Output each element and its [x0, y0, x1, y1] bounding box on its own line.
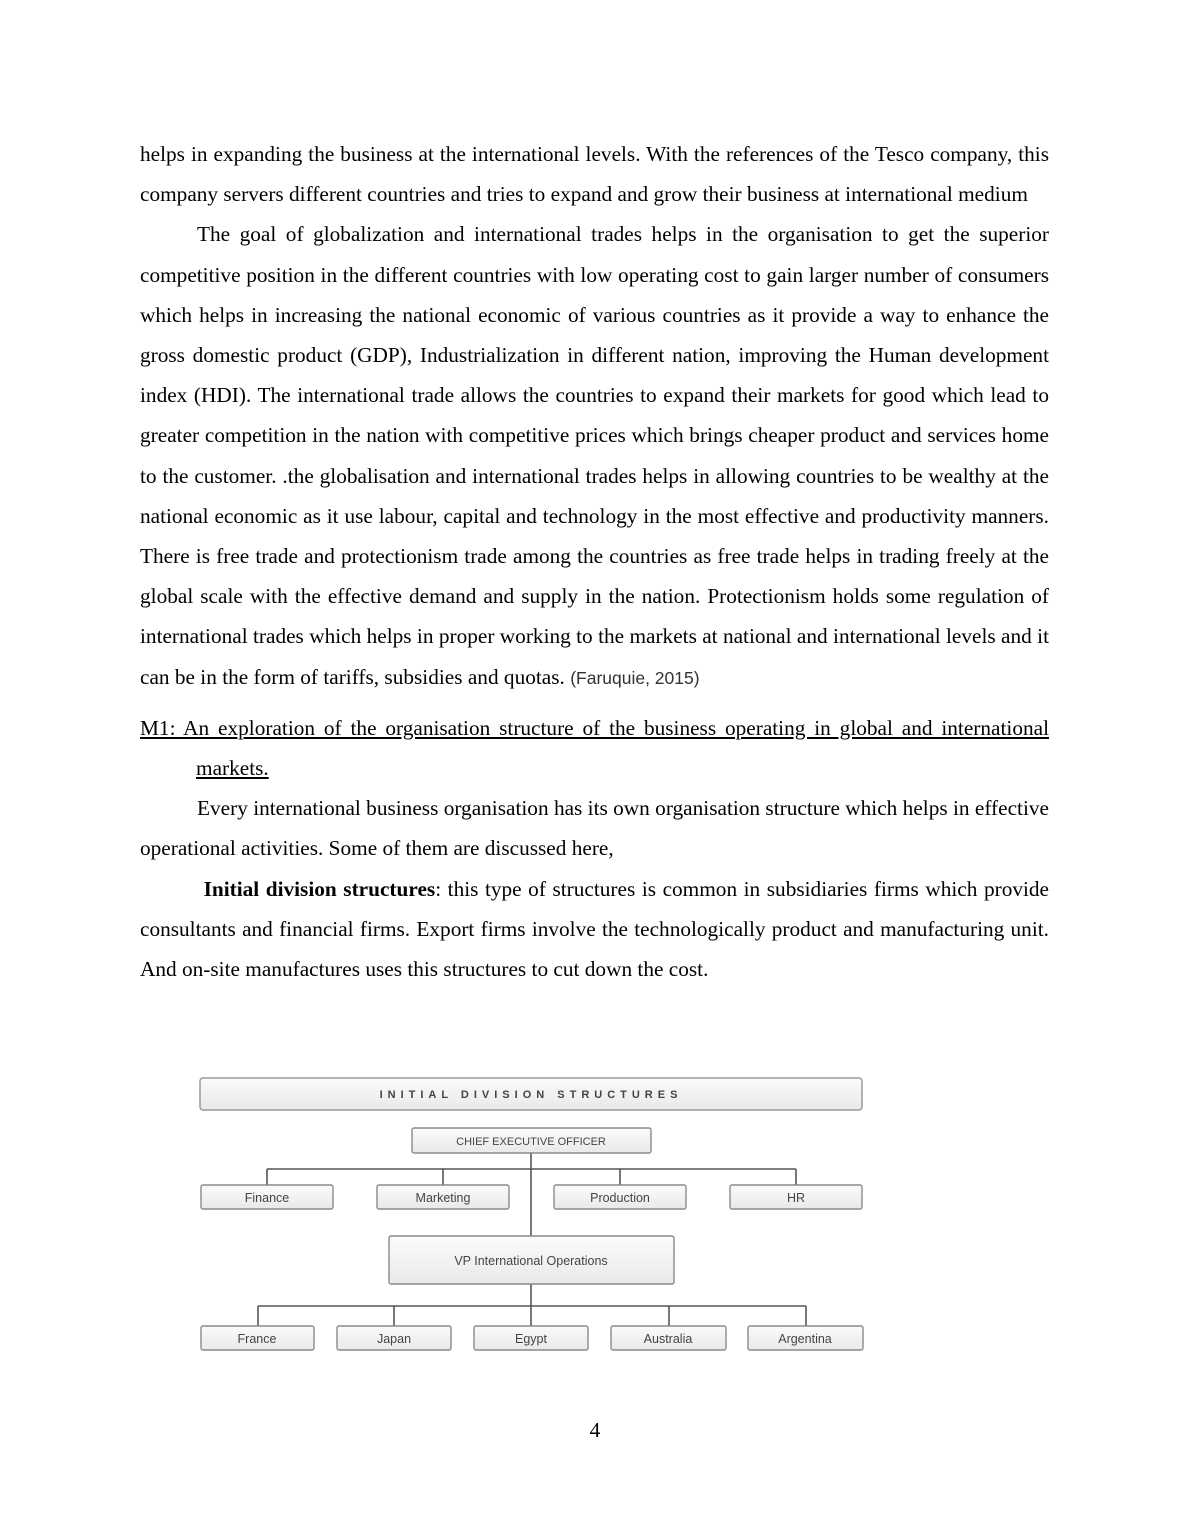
- paragraph-1: helps in expanding the business at the international levels. With the references of the Tesco company, this company servers different countries and tries to expand and grow their business at international medium: [140, 142, 1049, 207]
- term-initial-division: Initial division structures: [203, 876, 436, 901]
- org-chart-svg: [197, 1076, 865, 1354]
- section-heading-m1: M1: An exploration of the organisation structure of the business operating in global and international markets.: [140, 715, 1049, 781]
- country-label-argentina: Argentina: [778, 1332, 832, 1346]
- department-label-production: Production: [590, 1191, 650, 1205]
- paragraph-4: [140, 869, 1049, 990]
- citation: (Faruquie, 2015): [570, 667, 700, 688]
- document-body: [140, 134, 1049, 989]
- org-chart-title: INITIAL DIVISION STRUCTURES: [379, 1089, 683, 1101]
- country-label-egypt: Egypt: [515, 1332, 547, 1346]
- paragraph-3: Every international business organisation has its own organisation structure which helps in effective operational activities. Some of them are discussed here,: [140, 796, 1049, 861]
- country-label-japan: Japan: [376, 1332, 412, 1346]
- paragraph-2: [140, 214, 1049, 697]
- country-label-australia: Australia: [643, 1332, 693, 1346]
- org-chart-figure: [197, 1076, 865, 1354]
- vp-label: VP International Operations: [454, 1254, 608, 1268]
- department-label-marketing: Marketing: [415, 1191, 471, 1205]
- department-label-hr: HR: [786, 1191, 806, 1205]
- page-number: 4: [589, 1418, 601, 1442]
- paragraph-2-text: The goal of globalization and international trades helps in the organisation to get the superior competitive position in the different countries with low operating cost to gain larger number of consumers which helps in increasing the national economic of various countries as it provide a way to enhance the gross domestic product (GDP), Industrialization in different nation, improving the Human development index (HDI). The international trade allows the countries to expand their markets for good which lead to greater competition in the nation with competitive prices which brings cheaper product and services home to the customer. .the globalisation and international trades helps in allowing countries to be wealthy at the national economic as it use labour, capital and technology in the most effective and productivity manners. There is free trade and protectionism trade among the countries as free trade helps in trading freely at the global scale with the effective demand and supply in the nation. Protectionism holds some regulation of international trades which helps in proper working to the markets at national and international levels and it can be in the form of tariffs, subsidies and quotas.: [140, 222, 1049, 689]
- paragraph-4-text: : this type of structures is common in subsidiaries firms which provide consultants and financial firms. Export firms involve the technologically product and manufacturing unit. And on-site manufactures uses this structures to cut down the cost.: [140, 876, 1050, 982]
- country-label-france: France: [237, 1332, 277, 1346]
- department-label-finance: Finance: [244, 1191, 290, 1205]
- ceo-label: CHIEF EXECUTIVE OFFICER: [456, 1136, 606, 1148]
